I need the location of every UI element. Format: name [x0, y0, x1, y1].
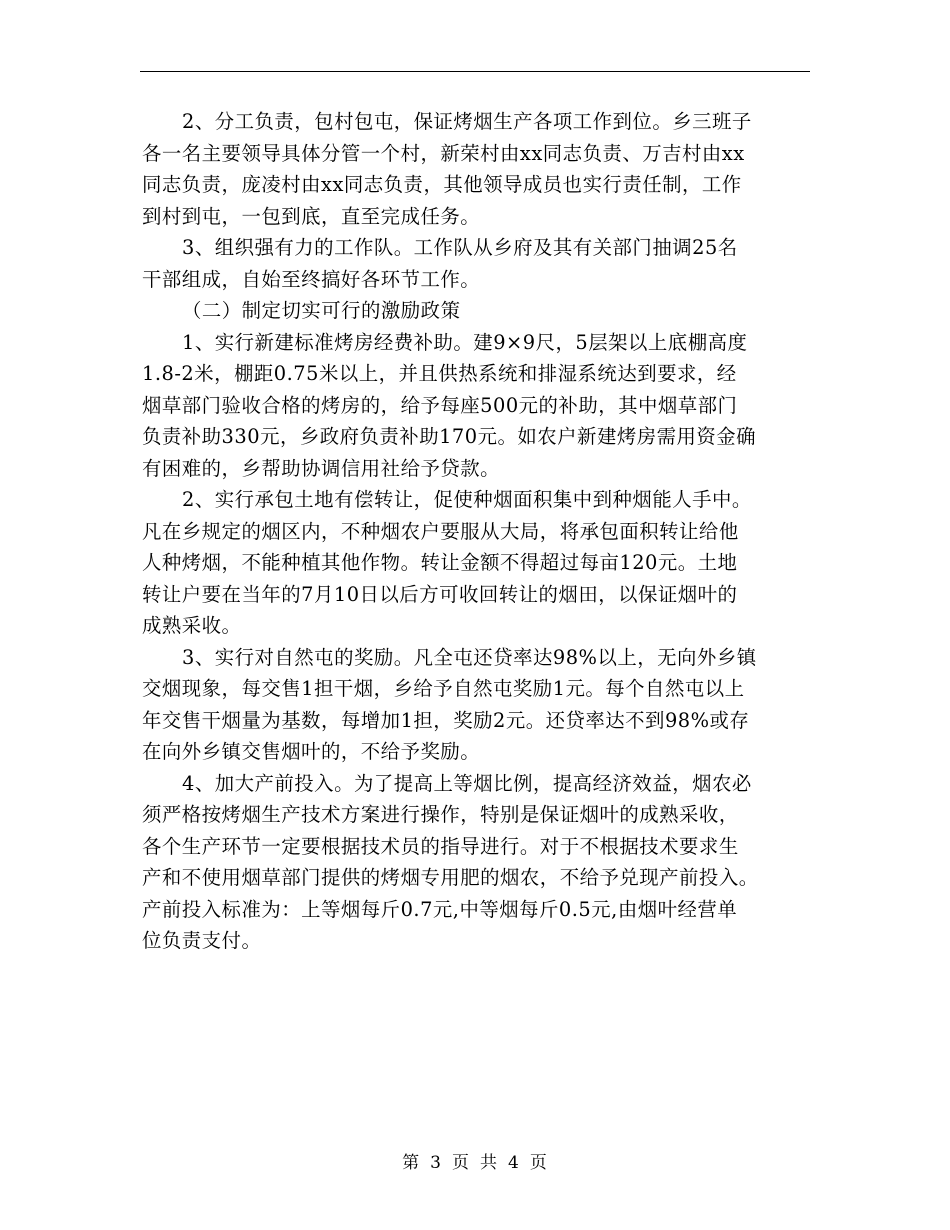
- paragraph-line: 各个生产环节一定要根据技术员的指导进行。对于不根据技术要求生: [142, 834, 739, 858]
- paragraph-line: 交烟现象，每交售1担干烟，乡给予自然屯奖励1元。每个自然屯以上: [142, 677, 745, 700]
- paragraph-line: 2、实行承包土地有偿转让，促使种烟面积集中到种烟能人手中。: [182, 488, 752, 511]
- paragraph-line: 人种烤烟，不能种植其他作物。转让金额不得超过每亩120元。土地: [142, 551, 738, 574]
- footer-label-page: 第: [402, 1153, 421, 1173]
- paragraph-line: 各一名主要领导具体分管一个村，新荣村由xx同志负责、万吉村由xx: [142, 141, 745, 165]
- header-rule: [140, 71, 810, 72]
- paragraph-line: 有困难的，乡帮助协调信用社给予贷款。: [142, 456, 501, 480]
- paragraph-line: 产前投入标准为：上等烟每斤0.7元,中等烟每斤0.5元,由烟叶经营单: [142, 897, 738, 921]
- paragraph-line: 烟草部门验收合格的烤房的，给予每座500元的补助，其中烟草部门: [142, 393, 738, 417]
- paragraph-line: 位负责支付。: [142, 929, 262, 952]
- paragraph-line: 同志负责，庞凌村由xx同志负责，其他领导成员也实行责任制，工作: [142, 173, 742, 196]
- paragraph-line: 3、组织强有力的工作队。工作队从乡府及其有关部门抽调25名: [182, 236, 738, 259]
- paragraph-line: 产和不使用烟草部门提供的烤烟专用肥的烟农，不给予兑现产前投入。: [142, 866, 759, 889]
- footer-label-ye: 页: [452, 1153, 470, 1173]
- paragraph-line: 负责补助330元，乡政府负责补助170元。如农户新建烤房需用资金确: [142, 425, 757, 448]
- paragraph-line: 1.8-2米，棚距0.75米以上，并且供热系统和排湿系统达到要求，经: [142, 362, 737, 385]
- paragraph-line: 1、实行新建标准烤房经费补助。建9×9尺，5层架以上底棚高度: [182, 330, 748, 354]
- paragraph-line: 年交售干烟量为基数，每增加1担，奖励2元。还贷率达不到98%或存: [142, 708, 750, 732]
- section-heading: （二）制定切实可行的激励政策: [182, 299, 461, 322]
- paragraph-line: 成熟采收。: [142, 614, 242, 637]
- paragraph-line: 转让户要在当年的7月10日以后方可收回转让的烟田，以保证烟叶的: [142, 582, 738, 606]
- paragraph-line: 到村到屯，一包到底，直至完成任务。: [142, 204, 481, 228]
- paragraph-line: 在向外乡镇交售烟叶的，不给予奖励。: [142, 740, 481, 763]
- paragraph-line: 干部组成，自始至终搞好各环节工作。: [142, 267, 481, 291]
- paragraph-line: 须严格按烤烟生产技术方案进行操作，特别是保证烟叶的成熟采收，: [142, 803, 739, 826]
- footer-total-pages: 4: [508, 1153, 520, 1173]
- paragraph-line: 2、分工负责，包村包屯，保证烤烟生产各项工作到位。乡三班子: [182, 110, 752, 133]
- footer-page-number: 3: [430, 1153, 442, 1173]
- paragraph-line: 凡在乡规定的烟区内，不种烟农户要服从大局，将承包面积转让给他: [142, 519, 739, 543]
- page-footer: [0, 1148, 950, 1173]
- document-body: [142, 106, 812, 957]
- footer-label-total: 共: [480, 1153, 498, 1173]
- paragraph-line: 3、实行对自然屯的奖励。凡全屯还贷率达98%以上，无向外乡镇: [182, 645, 757, 669]
- footer-label-ye2: 页: [529, 1153, 548, 1173]
- paragraph-line: 4、加大产前投入。为了提高上等烟比例，提高经济效益，烟农必: [182, 771, 752, 795]
